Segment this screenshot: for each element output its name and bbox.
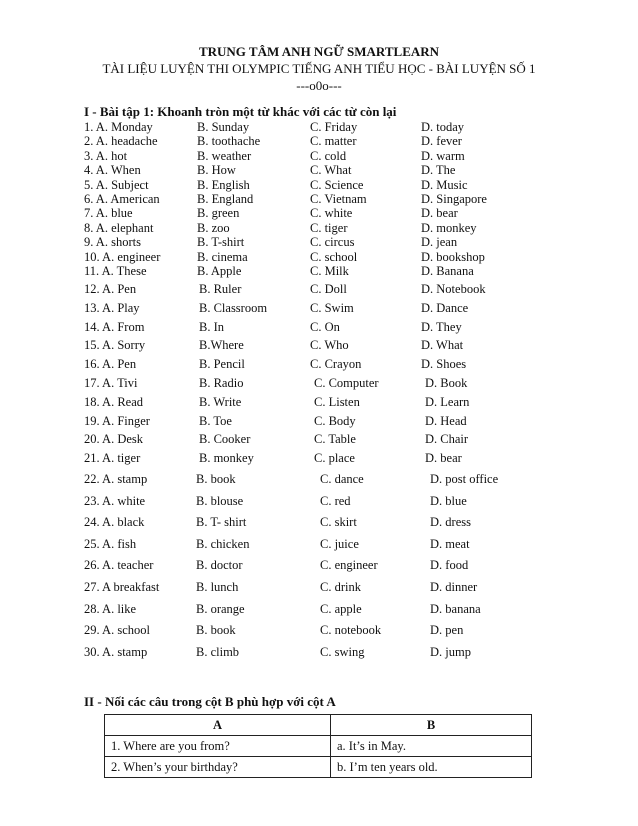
option-c[interactable]: C. drink: [320, 580, 361, 594]
option-c[interactable]: C. tiger: [310, 220, 348, 235]
document-title: TÀI LIỆU LUYỆN THI OLYMPIC TIẾNG ANH TIỂU HỌC - BÀI LUYỆN SỐ 1: [102, 61, 536, 76]
option-c[interactable]: C. swing: [320, 644, 365, 659]
option-b[interactable]: B. zoo: [197, 220, 230, 235]
option-b[interactable]: B. cinema: [197, 249, 248, 264]
option-b[interactable]: B. orange: [196, 601, 245, 616]
option-c[interactable]: C. What: [310, 163, 352, 178]
option-c[interactable]: C. Swim: [310, 300, 354, 315]
option-a[interactable]: 25. A. fish: [84, 536, 137, 551]
option-d[interactable]: D. dress: [430, 515, 471, 530]
question-row: [0, 281, 638, 297]
option-b[interactable]: B. doctor: [196, 558, 243, 573]
option-a[interactable]: 19. A. Finger: [84, 413, 150, 428]
option-a[interactable]: 16. A. Pen: [84, 357, 137, 372]
option-a[interactable]: 22. A. stamp: [84, 472, 148, 486]
option-c[interactable]: C. Vietnam: [310, 192, 367, 206]
option-b[interactable]: B. Apple: [197, 264, 242, 278]
question-row: [0, 536, 638, 552]
question-row: [0, 319, 638, 335]
option-d[interactable]: D. post office: [430, 472, 499, 486]
option-d[interactable]: D. Shoes: [421, 357, 467, 372]
option-a[interactable]: 21. A. tiger: [84, 451, 141, 465]
option-b[interactable]: B. English: [197, 177, 250, 192]
option-a[interactable]: 26. A. teacher: [84, 558, 154, 573]
option-b[interactable]: B. book: [196, 472, 236, 486]
option-c[interactable]: C. Table: [314, 432, 356, 447]
option-c[interactable]: C. On: [310, 319, 340, 334]
section-1-title: I - Bài tập 1: Khoanh tròn một từ khác với các từ còn lại: [84, 104, 397, 119]
option-c[interactable]: C. Science: [310, 177, 364, 192]
option-d[interactable]: D. meat: [430, 536, 470, 551]
question-row: [0, 622, 638, 638]
option-a[interactable]: 9. A. shorts: [84, 235, 141, 250]
option-d[interactable]: D. Music: [421, 177, 468, 192]
title-ornament: ---o0o---: [296, 78, 342, 93]
option-d[interactable]: D. monkey: [421, 220, 477, 235]
option-a[interactable]: 30. A. stamp: [84, 644, 148, 659]
column-b-cell: a. It’s in May.: [331, 736, 532, 757]
option-b[interactable]: B. Cooker: [199, 432, 251, 447]
option-c[interactable]: C. matter: [310, 134, 357, 149]
option-a[interactable]: 13. A. Play: [84, 300, 140, 315]
section-2-title: II - Nối các câu trong cột B phù hợp với cột A: [84, 694, 336, 709]
option-c[interactable]: C. red: [320, 493, 351, 508]
option-b[interactable]: B. Write: [199, 394, 242, 409]
column-b-cell: b. I’m ten years old.: [331, 757, 532, 778]
option-b[interactable]: B. Radio: [199, 376, 244, 390]
option-d[interactable]: D. Banana: [421, 264, 474, 278]
option-b[interactable]: B. monkey: [199, 451, 254, 465]
question-row: [0, 644, 638, 660]
question-row: [0, 450, 638, 466]
option-b[interactable]: B. How: [197, 163, 236, 178]
option-a[interactable]: 20. A. Desk: [84, 432, 144, 447]
option-a[interactable]: 12. A. Pen: [84, 282, 137, 296]
option-d[interactable]: D. bear: [425, 451, 462, 465]
option-d[interactable]: D. Dance: [421, 300, 469, 315]
question-row: [0, 579, 638, 595]
question-row: [0, 300, 638, 316]
option-a[interactable]: 23. A. white: [84, 493, 146, 508]
option-a[interactable]: 28. A. like: [84, 601, 137, 616]
option-a[interactable]: 18. A. Read: [84, 394, 144, 409]
option-d[interactable]: D. blue: [430, 493, 467, 508]
option-b[interactable]: B. toothache: [197, 134, 261, 149]
option-b[interactable]: B. T- shirt: [196, 515, 247, 530]
option-a[interactable]: 6. A. American: [84, 192, 160, 206]
option-b[interactable]: B. Pencil: [199, 357, 245, 372]
option-a[interactable]: 2. A. headache: [84, 134, 158, 149]
option-b[interactable]: B. T-shirt: [197, 235, 245, 250]
column-a-cell: 2. When’s your birthday?: [105, 757, 331, 778]
option-b[interactable]: B. In: [199, 319, 224, 334]
option-b[interactable]: B. England: [197, 192, 254, 206]
option-d[interactable]: D. Notebook: [421, 282, 486, 296]
question-row: [0, 557, 638, 573]
option-c[interactable]: C. Crayon: [310, 357, 362, 372]
option-a[interactable]: 7. A. blue: [84, 206, 133, 221]
question-row: [0, 394, 638, 410]
option-a[interactable]: 8. A. elephant: [84, 220, 154, 235]
question-row: [0, 601, 638, 617]
question-row: [0, 471, 638, 487]
column-b-header: B: [331, 715, 532, 736]
option-d[interactable]: D. jean: [421, 235, 458, 250]
option-c[interactable]: C. juice: [320, 536, 359, 551]
option-d[interactable]: D. bear: [421, 206, 458, 221]
question-row: [0, 514, 638, 530]
option-d[interactable]: D. food: [430, 558, 469, 573]
option-a[interactable]: 14. A. From: [84, 319, 145, 334]
option-b[interactable]: B.Where: [199, 338, 244, 353]
option-b[interactable]: B. weather: [197, 148, 252, 163]
option-d[interactable]: D. Head: [425, 413, 467, 428]
question-row: [0, 263, 638, 279]
option-a[interactable]: 11. A. These: [84, 264, 147, 278]
matching-table-header: [105, 715, 532, 736]
option-c[interactable]: C. Milk: [310, 264, 349, 278]
option-a[interactable]: 4. A. When: [84, 163, 141, 178]
option-d[interactable]: D. They: [421, 319, 462, 334]
option-c[interactable]: C. Body: [314, 413, 356, 428]
table-row: [105, 757, 532, 778]
option-c[interactable]: C. cold: [310, 148, 347, 163]
option-c[interactable]: C. skirt: [320, 515, 357, 530]
column-a-cell: 1. Where are you from?: [105, 736, 331, 757]
question-row: [0, 356, 638, 372]
option-c[interactable]: C. Friday: [310, 120, 358, 134]
option-d[interactable]: D. Book: [425, 376, 468, 390]
option-c[interactable]: C. apple: [320, 601, 362, 616]
option-d[interactable]: D. Chair: [425, 432, 469, 447]
option-d[interactable]: D. fever: [421, 134, 462, 149]
table-row: [105, 736, 532, 757]
option-d[interactable]: D. today: [421, 120, 465, 134]
option-b[interactable]: B. lunch: [196, 580, 239, 594]
option-c[interactable]: C. Who: [310, 338, 349, 353]
option-c[interactable]: C. circus: [310, 235, 355, 250]
matching-table: [104, 714, 532, 778]
option-c[interactable]: C. Doll: [310, 282, 347, 296]
option-d[interactable]: D. bookshop: [421, 249, 485, 264]
option-d[interactable]: D. warm: [421, 148, 465, 163]
option-a[interactable]: 27. A breakfast: [84, 580, 160, 594]
option-d[interactable]: D. dinner: [430, 580, 478, 594]
option-b[interactable]: B. chicken: [196, 536, 250, 551]
option-c[interactable]: C. dance: [320, 472, 364, 486]
option-b[interactable]: B. green: [197, 206, 240, 221]
option-c[interactable]: C. place: [314, 451, 355, 465]
option-c[interactable]: C. Computer: [314, 376, 379, 390]
center-name: TRUNG TÂM ANH NGỮ SMARTLEARN: [198, 44, 440, 59]
option-a[interactable]: 10. A. engineer: [84, 249, 161, 264]
column-a-header: A: [105, 715, 331, 736]
option-b[interactable]: B. Sunday: [197, 120, 250, 134]
option-b[interactable]: B. Classroom: [199, 300, 268, 315]
option-a[interactable]: 24. A. black: [84, 515, 145, 530]
option-b[interactable]: B. Ruler: [199, 282, 242, 296]
option-a[interactable]: 29. A. school: [84, 623, 150, 638]
question-row: [0, 431, 638, 447]
option-c[interactable]: C. notebook: [320, 623, 382, 638]
option-a[interactable]: 15. A. Sorry: [84, 338, 146, 353]
option-d[interactable]: D. jump: [430, 644, 471, 659]
option-d[interactable]: D. The: [421, 163, 456, 178]
option-c[interactable]: C. Listen: [314, 394, 360, 409]
option-c[interactable]: C. engineer: [320, 558, 378, 573]
option-a[interactable]: 1. A. Monday: [84, 120, 153, 134]
option-d[interactable]: D. What: [421, 338, 464, 353]
option-b[interactable]: B. Toe: [199, 413, 232, 428]
option-d[interactable]: D. banana: [430, 601, 481, 616]
question-row: [0, 337, 638, 353]
option-b[interactable]: B. blouse: [196, 493, 244, 508]
option-b[interactable]: B. book: [196, 623, 236, 638]
option-d[interactable]: D. pen: [430, 623, 464, 638]
option-a[interactable]: 3. A. hot: [84, 148, 128, 163]
option-c[interactable]: C. school: [310, 249, 358, 264]
option-c[interactable]: C. white: [310, 206, 353, 221]
option-d[interactable]: D. Learn: [425, 394, 470, 409]
option-a[interactable]: 5. A. Subject: [84, 177, 149, 192]
option-b[interactable]: B. climb: [196, 644, 240, 659]
question-row: [0, 413, 638, 429]
question-row: [0, 375, 638, 391]
option-a[interactable]: 17. A. Tivi: [84, 376, 138, 390]
option-d[interactable]: D. Singapore: [421, 192, 487, 206]
question-row: [0, 493, 638, 509]
